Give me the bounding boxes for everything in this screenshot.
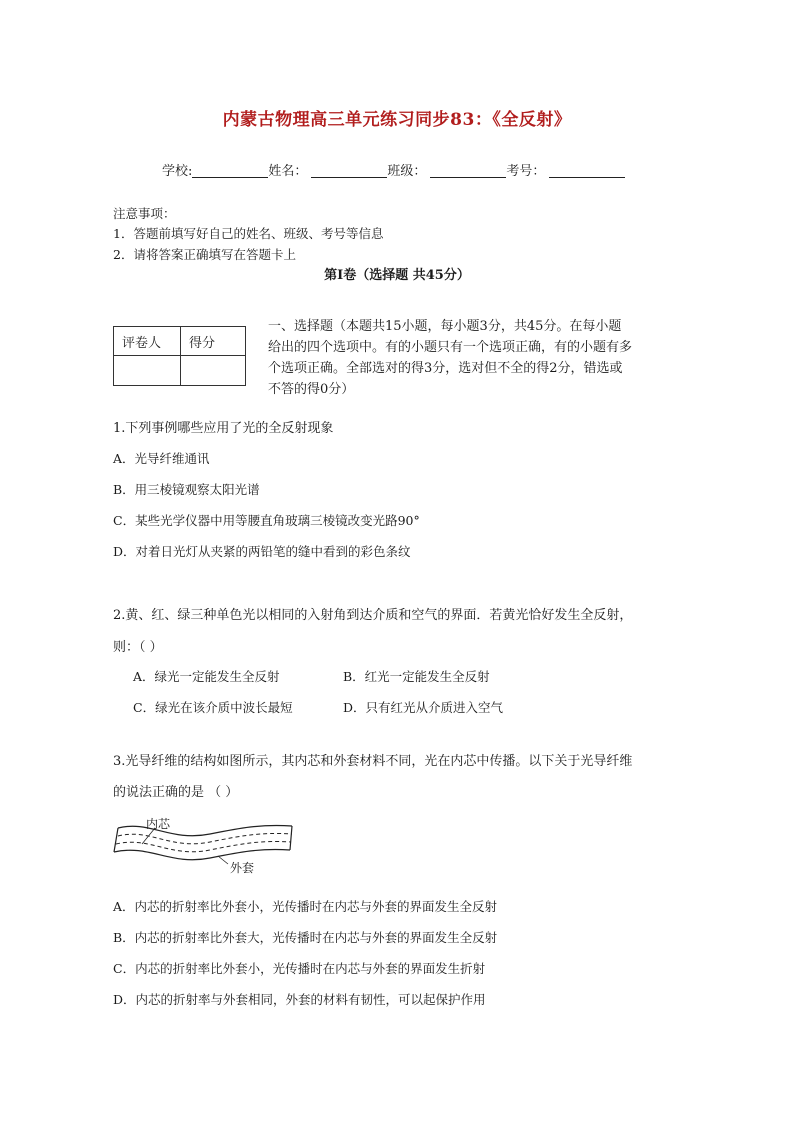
school-label: 学校: — [162, 164, 193, 179]
section-desc-line: 不答的得0分） — [268, 382, 355, 397]
cladding-label: 外套 — [230, 861, 255, 875]
class-label: 班级： — [387, 164, 427, 179]
class-field[interactable] — [430, 163, 506, 178]
note-item-2: 2．请将答案正确填写在答题卡上 — [113, 247, 296, 262]
question-3-option-c[interactable]: C．内芯的折射率比外套小，光传播时在内芯与外套的界面发生折射 — [113, 961, 486, 976]
fiber-end-right — [290, 826, 292, 850]
notes-heading: 注意事项： — [113, 206, 176, 221]
number-label: 考号： — [506, 164, 546, 179]
number-field[interactable] — [549, 163, 625, 178]
fiber-end-left — [114, 828, 118, 852]
question-1-option-c[interactable]: C．某些光学仪器中用等腰直角玻璃三棱镜改变光路90° — [113, 513, 420, 528]
name-field[interactable] — [311, 163, 387, 178]
score-cell[interactable] — [181, 356, 246, 386]
question-1-option-d[interactable]: D．对着日光灯从夹紧的两铅笔的缝中看到的彩色条纹 — [113, 544, 411, 559]
question-3-option-a[interactable]: A．内芯的折射率比外套小，光传播时在内芯与外套的界面发生全反射 — [113, 899, 498, 914]
fiber-outer-top — [118, 825, 292, 835]
question-2-stem-line-1: 2.黄、红、绿三种单色光以相同的入射角到达介质和空气的界面．若黄光恰好发生全反射， — [113, 608, 633, 623]
reviewer-header: 评卷人 — [114, 327, 181, 356]
page-title: 内蒙古物理高三单元练习同步83：《全反射》 — [222, 110, 572, 130]
question-2-option-a[interactable]: A．绿光一定能发生全反射 — [133, 669, 280, 684]
question-2-option-b[interactable]: B．红光一定能发生全反射 — [343, 669, 490, 684]
school-field[interactable] — [192, 163, 268, 178]
question-3-stem-line-2: 的说法正确的是 （ ） — [113, 785, 239, 800]
note-item-1: 1．答题前填写好自己的姓名、班级、考号等信息 — [113, 226, 384, 241]
reviewer-cell[interactable] — [114, 356, 181, 386]
section-desc-line: 个选项正确。全部选对的得3分，选对但不全的得2分，错选或 — [268, 361, 623, 376]
core-label: 内芯 — [146, 817, 171, 831]
section-description — [268, 316, 668, 400]
score-table — [113, 326, 246, 386]
score-header: 得分 — [181, 327, 246, 356]
question-3-option-d[interactable]: D．内芯的折射率与外套相同，外套的材料有韧性，可以起保护作用 — [113, 992, 486, 1007]
optical-fiber-diagram — [110, 816, 300, 878]
question-2-option-c[interactable]: C．绿光在该介质中波长最短 — [133, 700, 293, 715]
section-desc-line: 一、选择题（本题共15小题，每小题3分，共45分。在每小题 — [268, 319, 622, 334]
question-3-option-b[interactable]: B．内芯的折射率比外套大，光传播时在内芯与外套的界面发生全反射 — [113, 930, 498, 945]
section-desc-line: 给出的四个选项中。有的小题只有一个选项正确，有的小题有多 — [268, 340, 633, 355]
question-1-option-b[interactable]: B．用三棱镜观察太阳光谱 — [113, 482, 260, 497]
student-info-line — [162, 160, 625, 179]
question-2-option-d[interactable]: D．只有红光从介质进入空气 — [343, 700, 504, 715]
section-title: 第I卷（选择题 共45分） — [324, 268, 470, 283]
question-1-stem: 1.下列事例哪些应用了光的全反射现象 — [113, 421, 334, 436]
question-1-option-a[interactable]: A．光导纤维通讯 — [113, 451, 210, 466]
name-label: 姓名： — [268, 164, 308, 179]
question-3-stem-line-1: 3.光导纤维的结构如图所示，其内芯和外套材料不同，光在内芯中传播。以下关于光导纤维 — [113, 754, 633, 769]
question-2-stem-line-2: 则：（ ） — [113, 640, 163, 655]
cladding-leader-line — [218, 856, 228, 864]
